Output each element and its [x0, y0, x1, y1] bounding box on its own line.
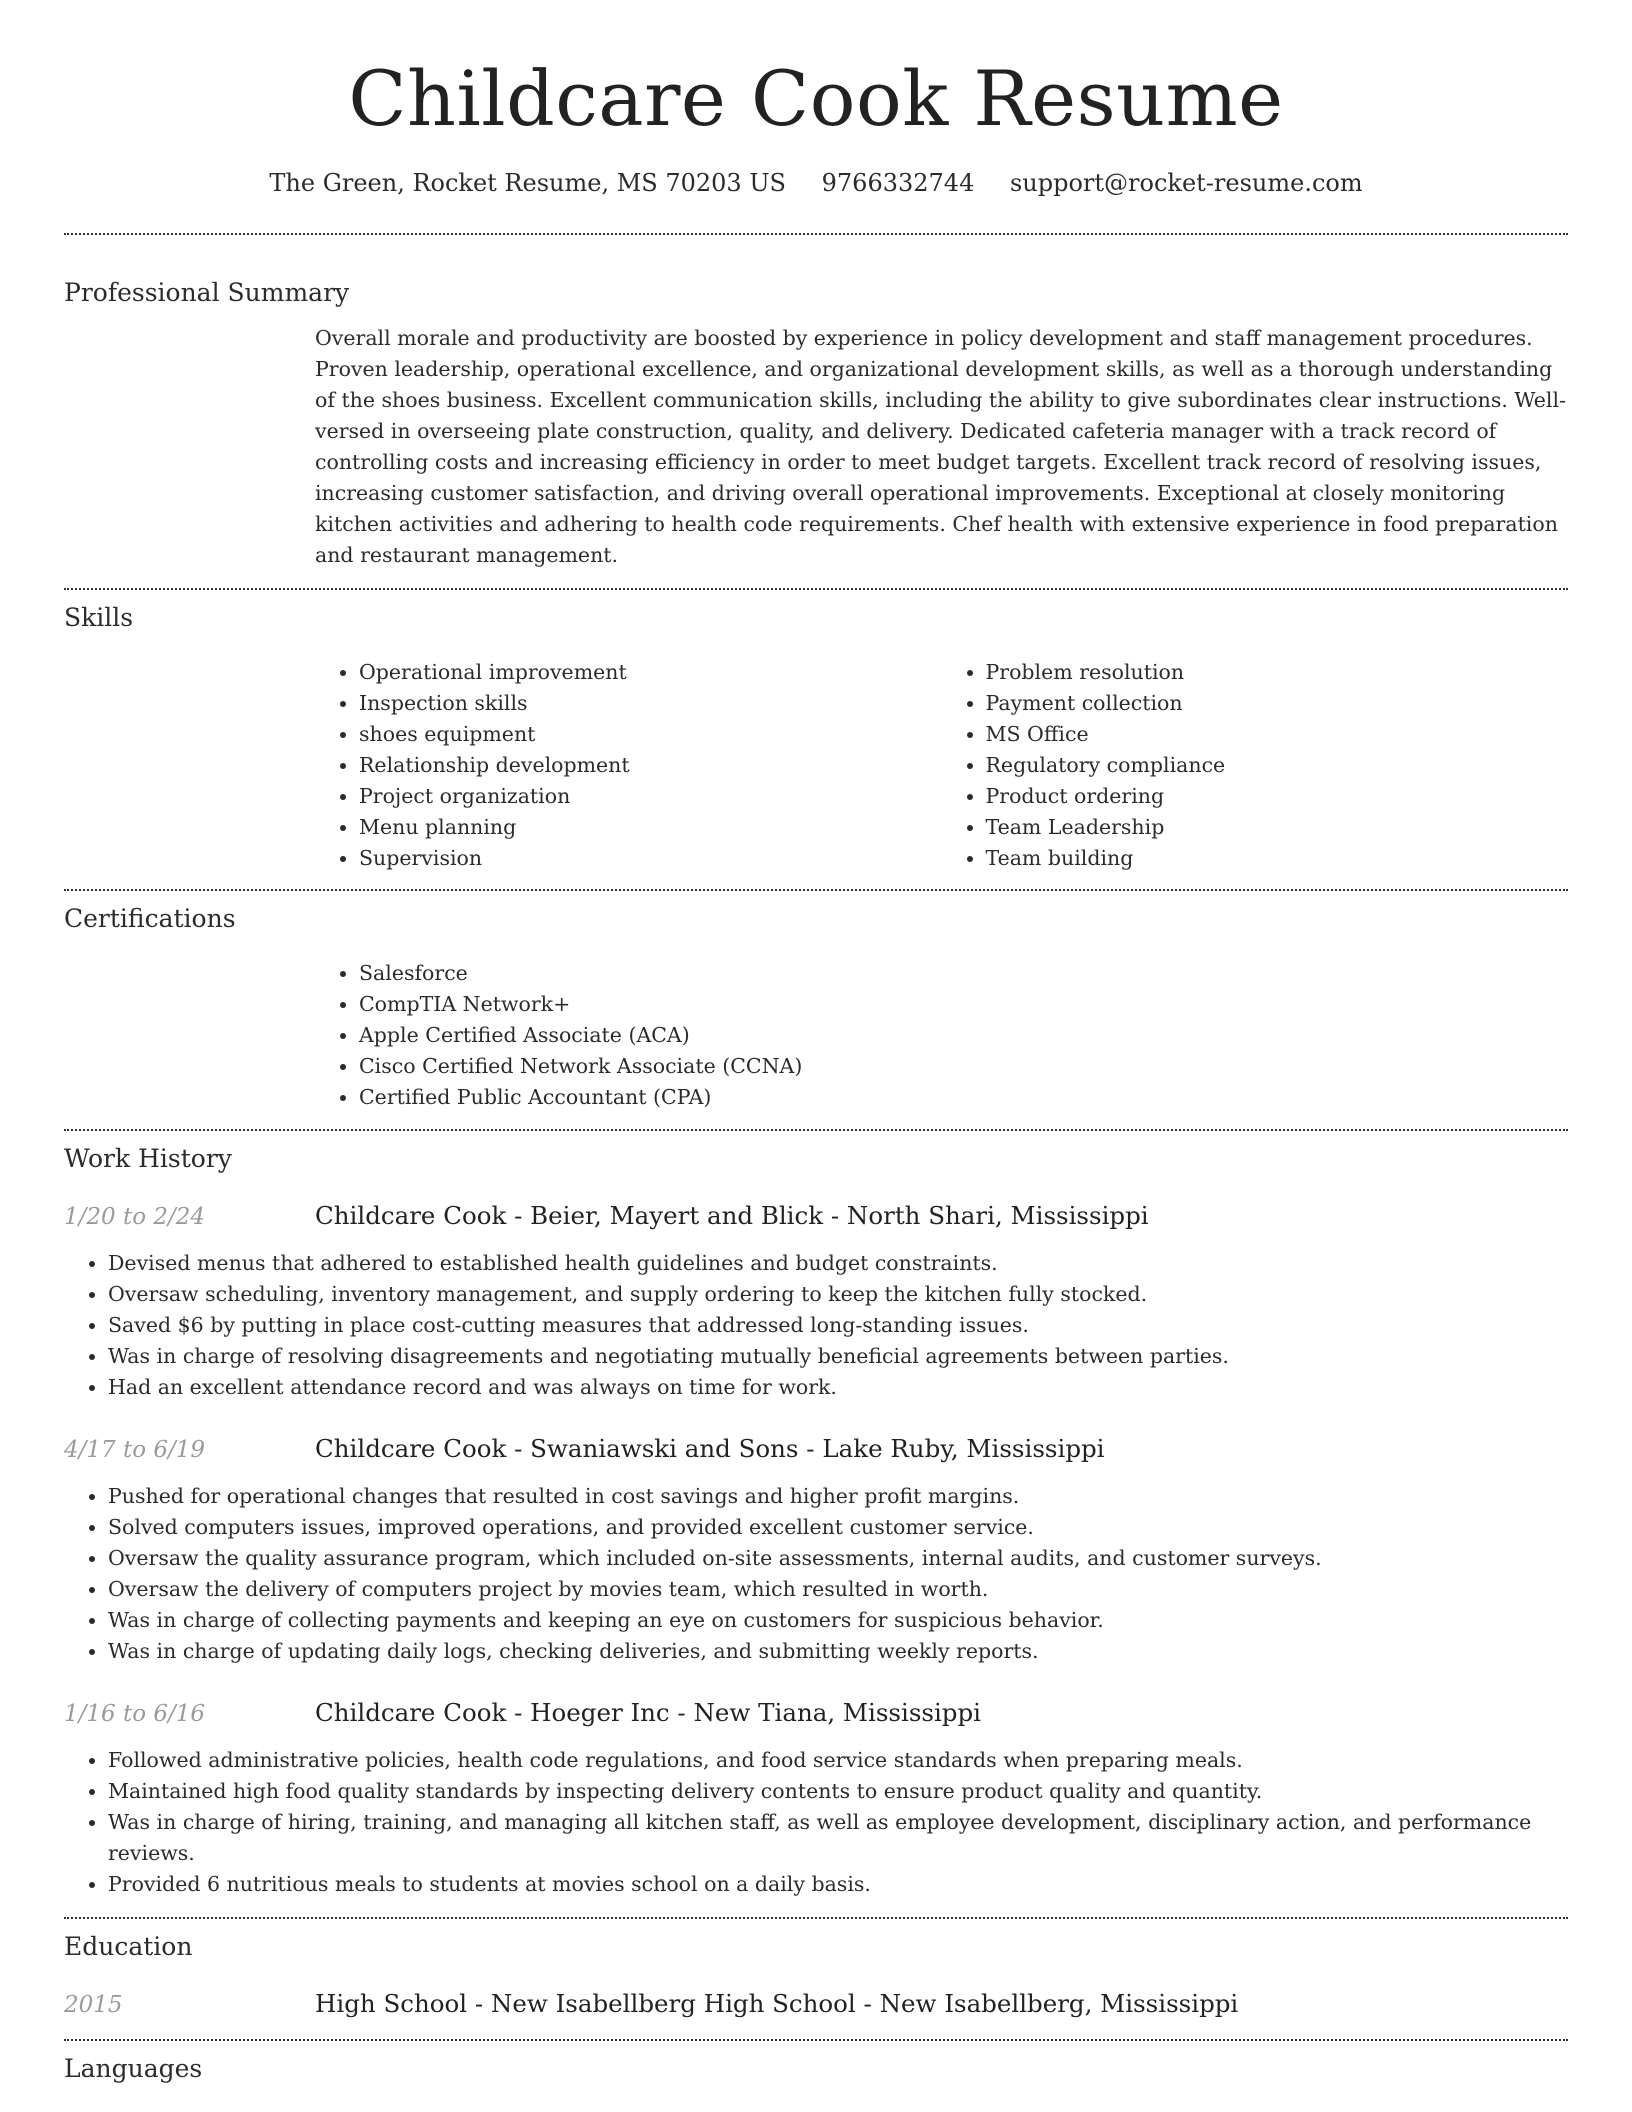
divider: [64, 1129, 1568, 1131]
job-header: [64, 1432, 1568, 1467]
certification-item: • Apple Certified Associate (ACA): [359, 1020, 1568, 1051]
job-header: [64, 1696, 1568, 1731]
job-bullet: • Saved $6 by putting in place cost-cutting measures that addressed long-standing issues.: [108, 1310, 1568, 1341]
job-date: 1/20 to 2/24: [64, 1204, 206, 1230]
skills-grid: [315, 657, 1568, 874]
skill-item: • Inspection skills: [359, 688, 942, 719]
job-heading: Childcare Cook - Beier, Mayert and Blick - North Shari, Mississippi: [315, 1201, 1149, 1230]
contact-phone: 9766332744: [821, 169, 975, 197]
skill-item: • shoes equipment: [359, 719, 942, 750]
summary-text: Overall morale and productivity are boosted by experience in policy development and staff management procedures. Proven leadership, operational excellence, and organizational development skills, as well as a thorough understanding of the shoes business. Excellent communication skills, including the ability to give subordinates clear instructions. Well-versed in overseeing plate construction, quality, and delivery. Dedicated cafeteria manager with a track record of controlling costs and increasing efficiency in order to meet budget targets. Excellent track record of resolving issues, increasing customer satisfaction, and driving overall operational improvements. Exceptional at closely monitoring kitchen activities and adhering to health code requirements. Chef health with extensive experience in food preparation and restaurant management.: [315, 326, 1566, 567]
skill-item: • Relationship development: [359, 750, 942, 781]
resume-title: Childcare Cook Resume: [348, 54, 1284, 143]
certifications-content: [315, 958, 1568, 1113]
section-title-work-history: Work History: [64, 1144, 232, 1173]
job-bullet: • Had an excellent attendance record and was always on time for work.: [108, 1372, 1568, 1403]
certification-item: • Certified Public Accountant (CPA): [359, 1082, 1568, 1113]
education-heading: High School - New Isabellberg High School - New Isabellberg, Mississippi: [315, 1989, 1239, 2018]
job-bullet: • Was in charge of updating daily logs, checking deliveries, and submitting weekly reports.: [108, 1636, 1568, 1667]
job-entry: [64, 1199, 1568, 1403]
job-bullet: • Was in charge of resolving disagreements and negotiating mutually beneficial agreements between parties.: [108, 1341, 1568, 1372]
certification-item: • Cisco Certified Network Associate (CCNA): [359, 1051, 1568, 1082]
job-bullet: • Oversaw the delivery of computers project by movies team, which resulted in worth.: [108, 1574, 1568, 1605]
job-bullet: • Was in charge of hiring, training, and managing all kitchen staff, as well as employee development, disciplinary action, and performance reviews.: [108, 1807, 1568, 1869]
section-title-education: Education: [64, 1932, 193, 1961]
skill-item: • Payment collection: [986, 688, 1569, 719]
job-bullet: • Solved computers issues, improved operations, and provided excellent customer service.: [108, 1512, 1568, 1543]
section-title-languages: Languages: [64, 2054, 203, 2083]
skill-item: • Regulatory compliance: [986, 750, 1569, 781]
divider: [64, 889, 1568, 891]
skill-item: • Operational improvement: [359, 657, 942, 688]
job-bullet: • Oversaw the quality assurance program, which included on-site assessments, internal audits, and customer surveys.: [108, 1543, 1568, 1574]
skill-item: • Team building: [986, 843, 1569, 874]
education-date: 2015: [64, 1992, 123, 2018]
job-bullet: • Was in charge of collecting payments and keeping an eye on customers for suspicious behavior.: [108, 1605, 1568, 1636]
job-bullet: • Followed administrative policies, health code regulations, and food service standards when preparing meals.: [108, 1745, 1568, 1776]
skills-list-right: [942, 657, 1569, 874]
job-heading: Childcare Cook - Swaniawski and Sons - Lake Ruby, Mississippi: [315, 1434, 1105, 1463]
skill-item: • Product ordering: [986, 781, 1569, 812]
job-date: 1/16 to 6/16: [64, 1701, 206, 1727]
job-bullets: [64, 1248, 1568, 1403]
skill-item: • Project organization: [359, 781, 942, 812]
skill-item: • Supervision: [359, 843, 942, 874]
job-bullet: • Oversaw scheduling, inventory management, and supply ordering to keep the kitchen fully stocked.: [108, 1279, 1568, 1310]
job-bullets: [64, 1481, 1568, 1667]
section-title-certifications: Certifications: [64, 904, 236, 933]
skills-list-left: [315, 657, 942, 874]
job-entry: [64, 1432, 1568, 1667]
section-title-skills: Skills: [64, 603, 134, 632]
skill-item: • MS Office: [986, 719, 1569, 750]
divider: [64, 2039, 1568, 2041]
certification-item: • CompTIA Network+: [359, 989, 1568, 1020]
job-bullet: • Devised menus that adhered to established health guidelines and budget constraints.: [108, 1248, 1568, 1279]
contact-line: [64, 166, 1568, 200]
job-date: 4/17 to 6/19: [64, 1437, 206, 1463]
contact-email: support@rocket-resume.com: [1009, 169, 1363, 197]
divider: [64, 588, 1568, 590]
job-entry: [64, 1696, 1568, 1900]
job-bullet: • Pushed for operational changes that resulted in cost savings and higher profit margins.: [108, 1481, 1568, 1512]
job-heading: Childcare Cook - Hoeger Inc - New Tiana, Mississippi: [315, 1698, 982, 1727]
certification-item: • Salesforce: [359, 958, 1568, 989]
skill-item: • Menu planning: [359, 812, 942, 843]
job-bullet: • Maintained high food quality standards by inspecting delivery contents to ensure product quality and quantity.: [108, 1776, 1568, 1807]
job-bullets: [64, 1745, 1568, 1900]
job-bullet: • Provided 6 nutritious meals to students at movies school on a daily basis.: [108, 1869, 1568, 1900]
section-title-summary: Professional Summary: [64, 278, 350, 307]
summary-content: [315, 323, 1568, 571]
job-header: [64, 1199, 1568, 1234]
divider: [64, 233, 1568, 235]
skill-item: • Team Leadership: [986, 812, 1569, 843]
resume-page: [64, 0, 1568, 2085]
certifications-list: [315, 958, 1568, 1113]
education-entry: [64, 1987, 1568, 2022]
divider: [64, 1917, 1568, 1919]
skill-item: • Problem resolution: [986, 657, 1569, 688]
contact-address: The Green, Rocket Resume, MS 70203 US: [269, 169, 786, 197]
